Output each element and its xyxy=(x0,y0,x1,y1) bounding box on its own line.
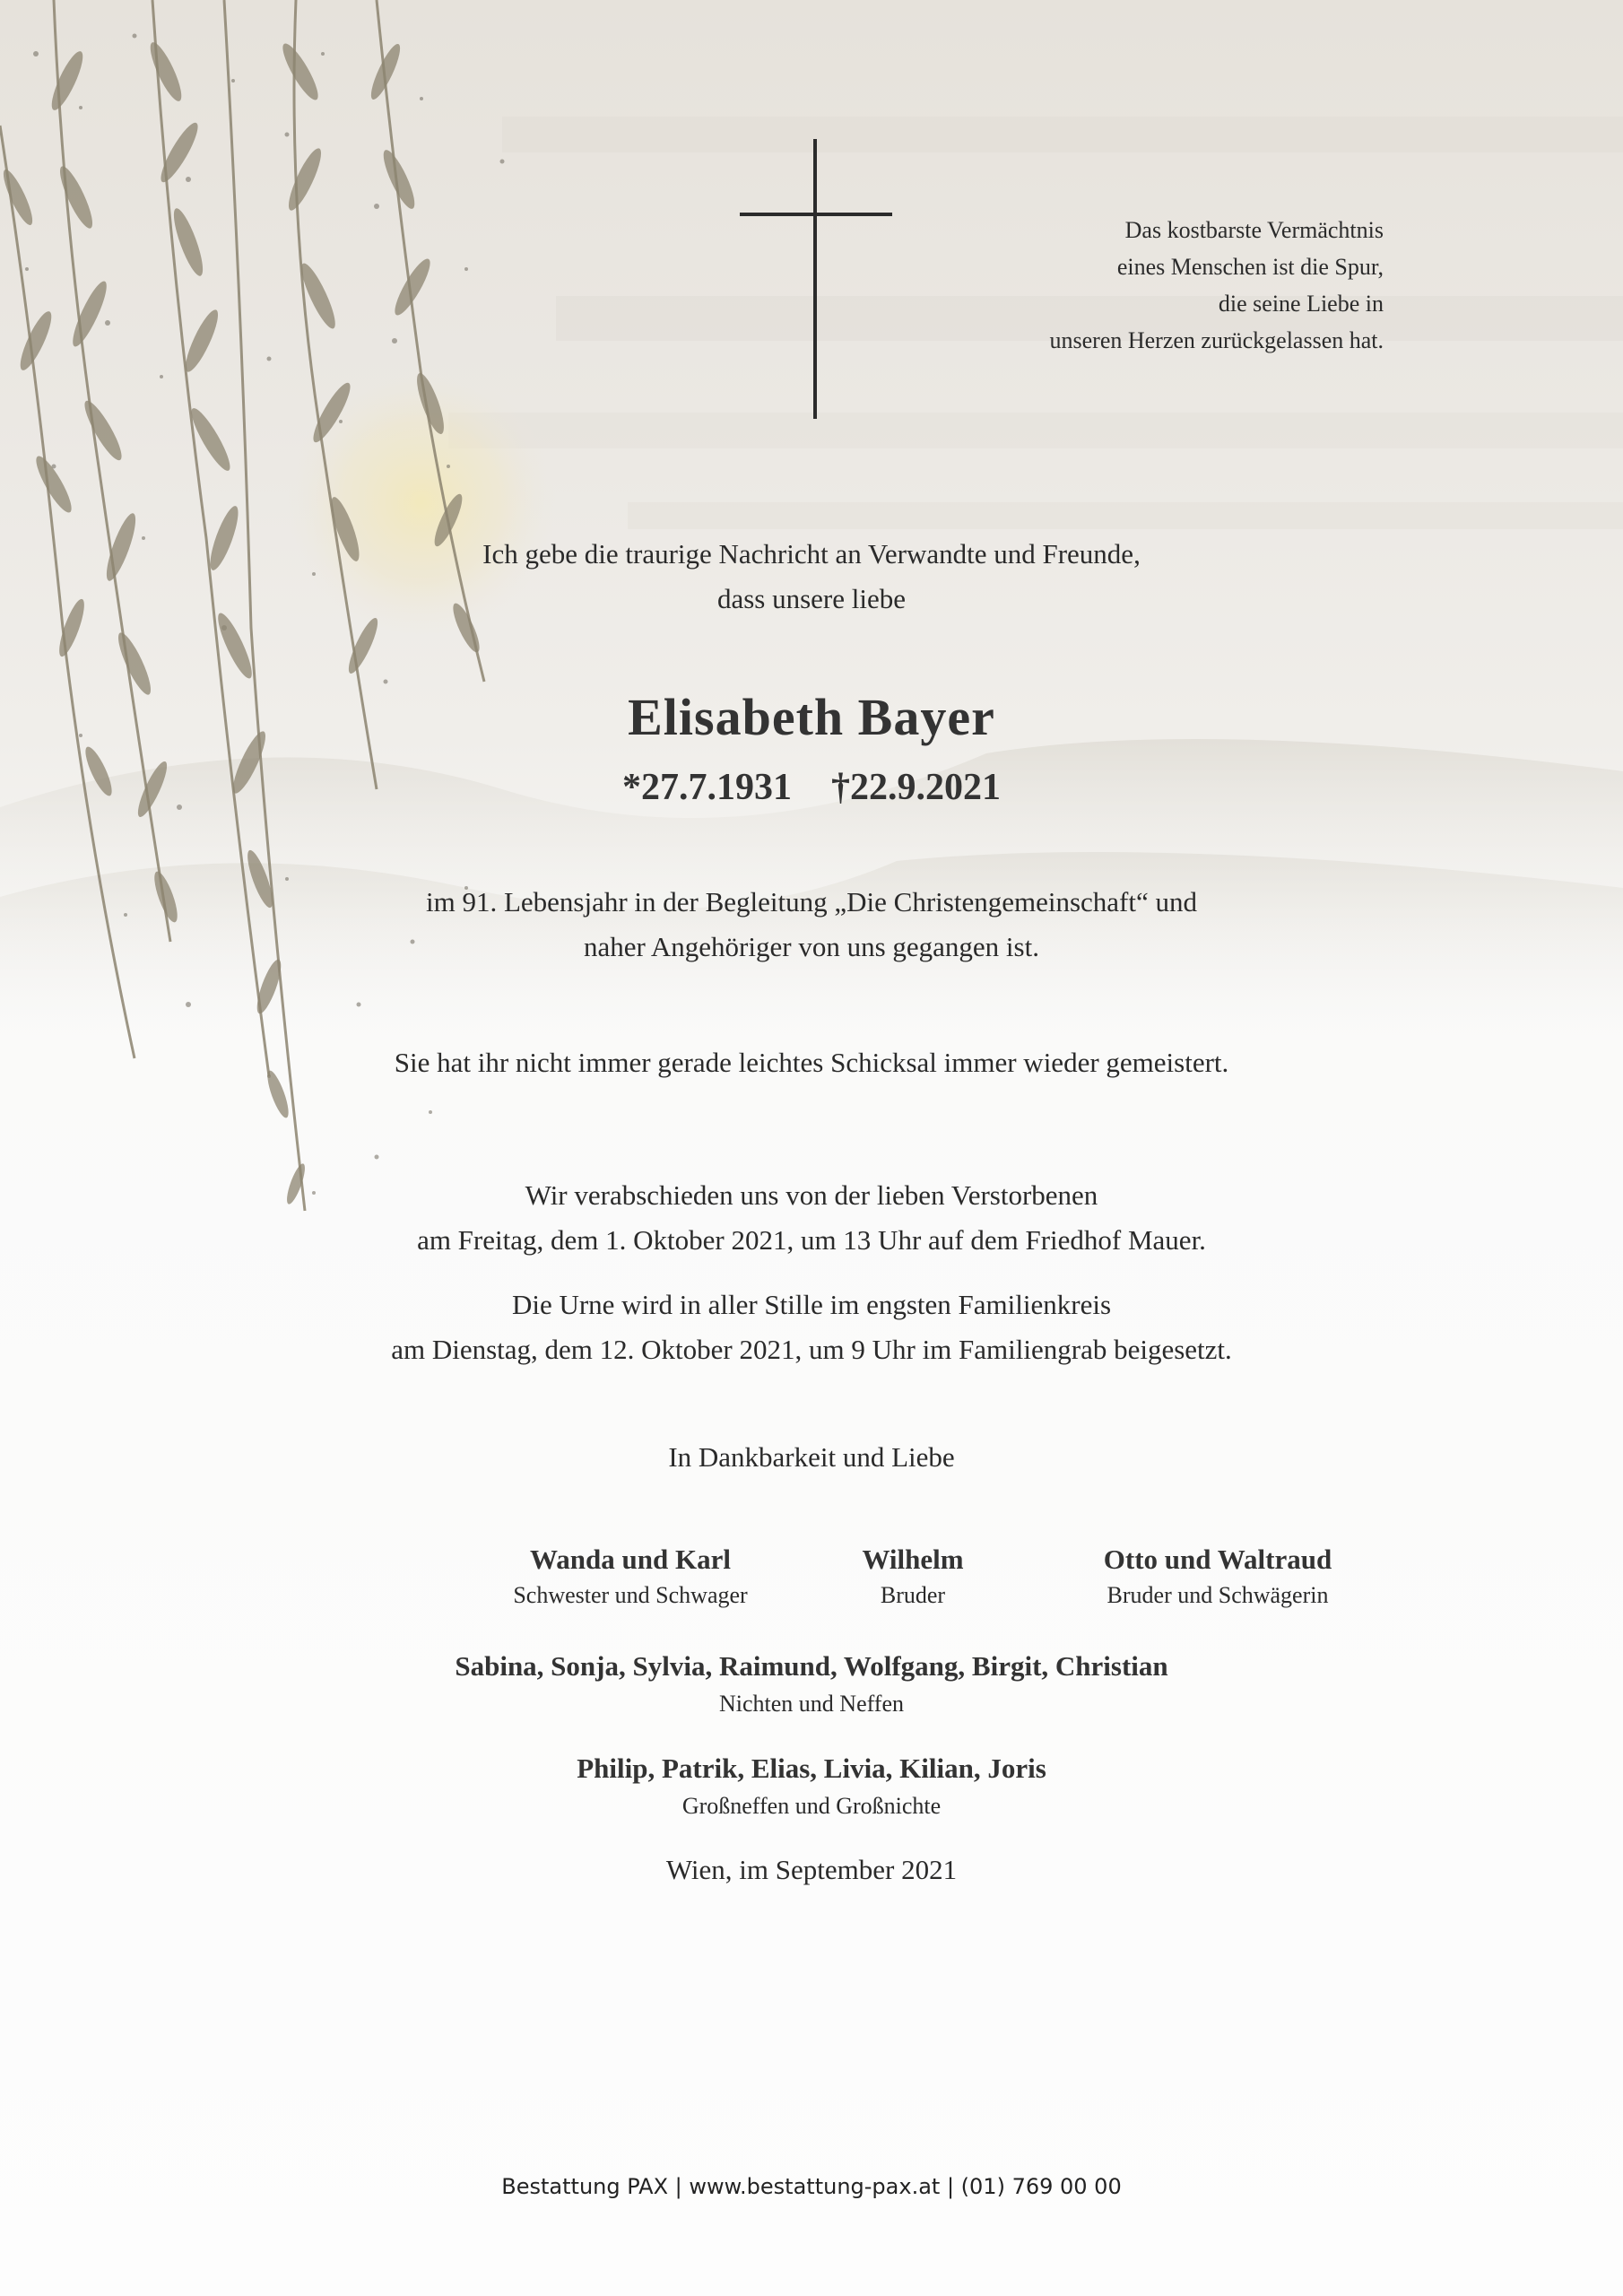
mourner-relation: Bruder und Schwägerin xyxy=(1107,1582,1329,1608)
life-dates xyxy=(0,762,1623,813)
farewell-line: Wir verabschieden uns von der lieben Verstorbenen xyxy=(525,1179,1098,1211)
mourner-entry xyxy=(1029,1542,1406,1613)
quote-line: die seine Liebe in xyxy=(1218,291,1384,317)
birth-date: *27.7.1931 xyxy=(622,767,792,808)
memorial-quote xyxy=(917,212,1384,359)
passing-text xyxy=(0,880,1623,970)
intro-line: dass unsere liebe xyxy=(716,583,907,614)
deceased-name: Elisabeth Bayer xyxy=(628,688,995,746)
quote-line: eines Menschen ist die Spur, xyxy=(1116,254,1384,280)
grand-names: Philip, Patrik, Elias, Livia, Kilian, Joris xyxy=(577,1752,1046,1784)
passing-line: im 91. Lebensjahr in der Begleitung „Die Christengemeinschaft“ und xyxy=(425,886,1197,918)
funeral-home-footer: Bestattung PAX | www.bestattung-pax.at | (01) 769 00 00 xyxy=(501,2174,1122,2199)
cross-icon xyxy=(740,139,892,419)
announcement-intro xyxy=(0,532,1623,622)
place-date: Wien, im September 2021 xyxy=(665,1854,958,1885)
mourner-name: Wilhelm xyxy=(862,1544,964,1575)
mourners-list xyxy=(0,1542,1623,1622)
mourner-name: Wanda und Karl xyxy=(530,1544,731,1575)
grand-nieces-nephews xyxy=(0,1749,1623,1824)
mourner-relation: Schwester und Schwager xyxy=(513,1582,748,1608)
urn-line: am Dienstag, dem 12. Oktober 2021, um 9 Uhr im Familiengrab beigesetzt. xyxy=(391,1334,1232,1365)
nieces-names: Sabina, Sonja, Sylvia, Raimund, Wolfgang, Birgit, Christian xyxy=(455,1650,1168,1682)
grand-relation: Großneffen und Großnichte xyxy=(681,1793,942,1819)
fate-text: Sie hat ihr nicht immer gerade leichtes Schicksal immer wieder gemeistert. xyxy=(394,1047,1229,1078)
urn-line: Die Urne wird in aller Stille im engsten Familienkreis xyxy=(511,1289,1112,1320)
farewell-text xyxy=(0,1173,1623,1263)
death-date: †22.9.2021 xyxy=(831,767,1001,808)
intro-line: Ich gebe die traurige Nachricht an Verwandte und Freunde, xyxy=(482,538,1141,570)
farewell-line: am Freitag, dem 1. Oktober 2021, um 13 Uhr auf dem Friedhof Mauer. xyxy=(417,1224,1206,1256)
thanks-text: In Dankbarkeit und Liebe xyxy=(668,1441,955,1473)
mourner-relation: Bruder xyxy=(880,1582,946,1608)
quote-line: unseren Herzen zurückgelassen hat. xyxy=(1049,327,1384,353)
nieces-relation: Nichten und Neffen xyxy=(718,1691,904,1717)
passing-line: naher Angehöriger von uns gegangen ist. xyxy=(584,931,1039,962)
quote-line: Das kostbarste Vermächtnis xyxy=(1124,217,1384,243)
nieces-nephews xyxy=(0,1647,1623,1722)
mourner-name: Otto und Waltraud xyxy=(1103,1544,1332,1575)
urn-text xyxy=(0,1283,1623,1372)
